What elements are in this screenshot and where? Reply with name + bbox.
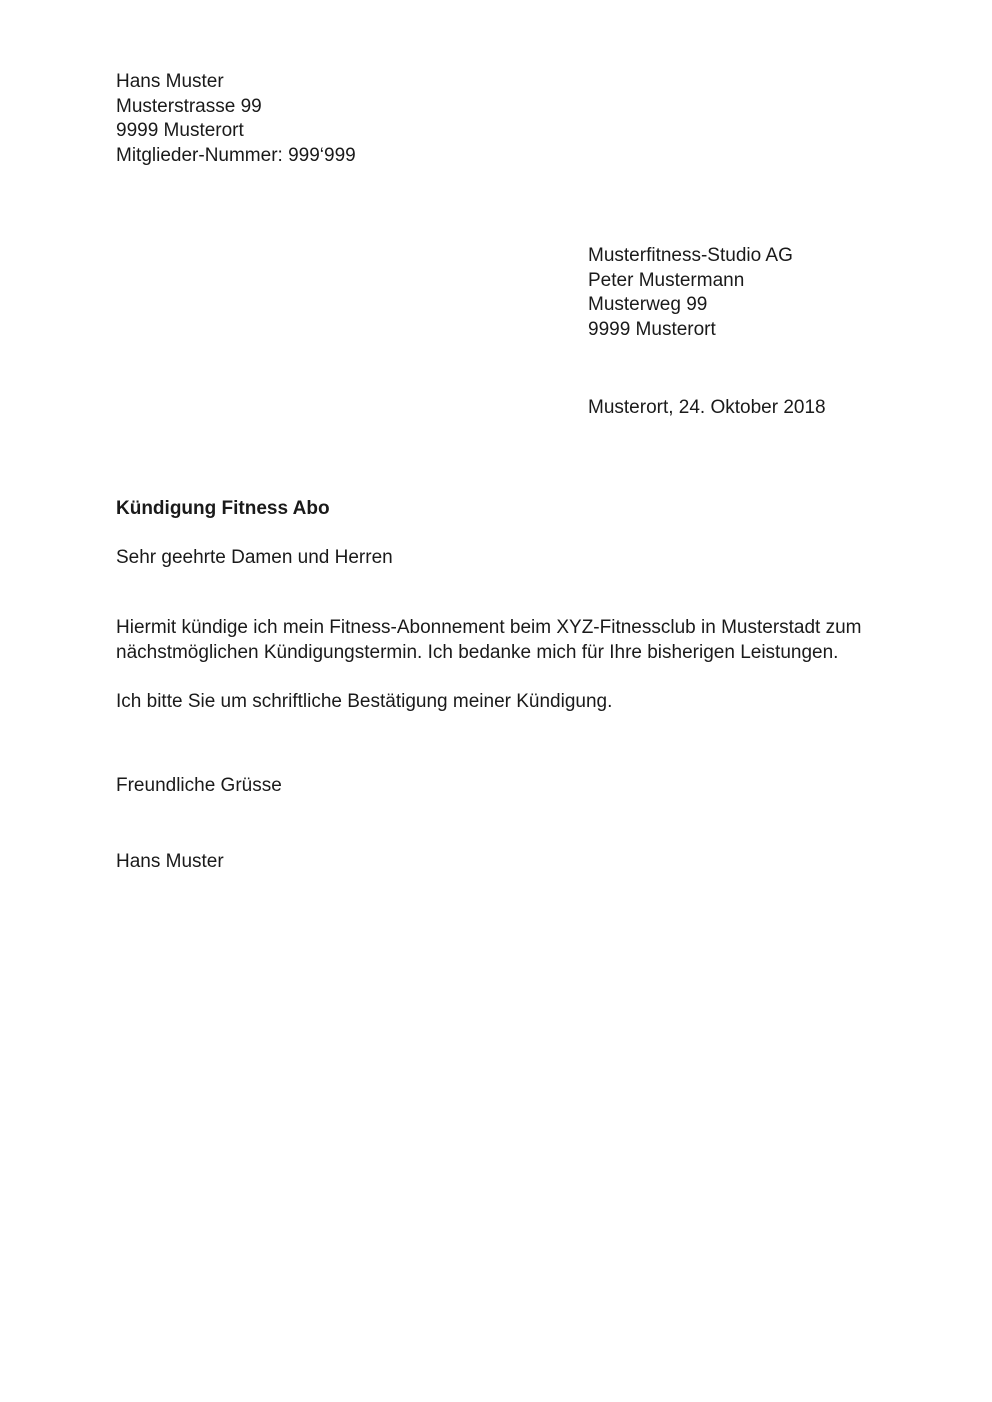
sender-name: Hans Muster [116, 71, 224, 92]
place-and-date-line: Musterort, 24. Oktober 2018 [588, 397, 826, 418]
body-paragraph-2: Ich bitte Sie um schriftliche Bestätigung meiner Kündigung. [116, 691, 613, 712]
subject-line: Kündigung Fitness Abo [116, 498, 330, 519]
recipient-city: 9999 Musterort [588, 318, 716, 340]
recipient-street: Musterweg 99 [588, 294, 708, 315]
sender-city: 9999 Musterort [116, 120, 244, 141]
recipient-address-block [588, 244, 793, 342]
signature-name: Hans Muster [116, 851, 224, 872]
salutation-line: Sehr geehrte Damen und Herren [116, 547, 393, 568]
recipient-name: Peter Mustermann [588, 269, 745, 291]
recipient-company: Musterfitness-Studio AG [588, 245, 793, 266]
body-paragraph-1: Hiermit kündige ich mein Fitness-Abonnement beim XYZ-Fitnessclub in Musterstadt zum nächstmöglichen Kündigungstermin. Ich bedanke mich für Ihre bisherigen Leistungen. [116, 617, 862, 663]
sender-address-block [116, 70, 356, 168]
sender-street: Musterstrasse 99 [116, 95, 262, 117]
closing-line: Freundliche Grüsse [116, 775, 282, 796]
sender-member-number: Mitglieder-Nummer: 999‘999 [116, 144, 356, 166]
